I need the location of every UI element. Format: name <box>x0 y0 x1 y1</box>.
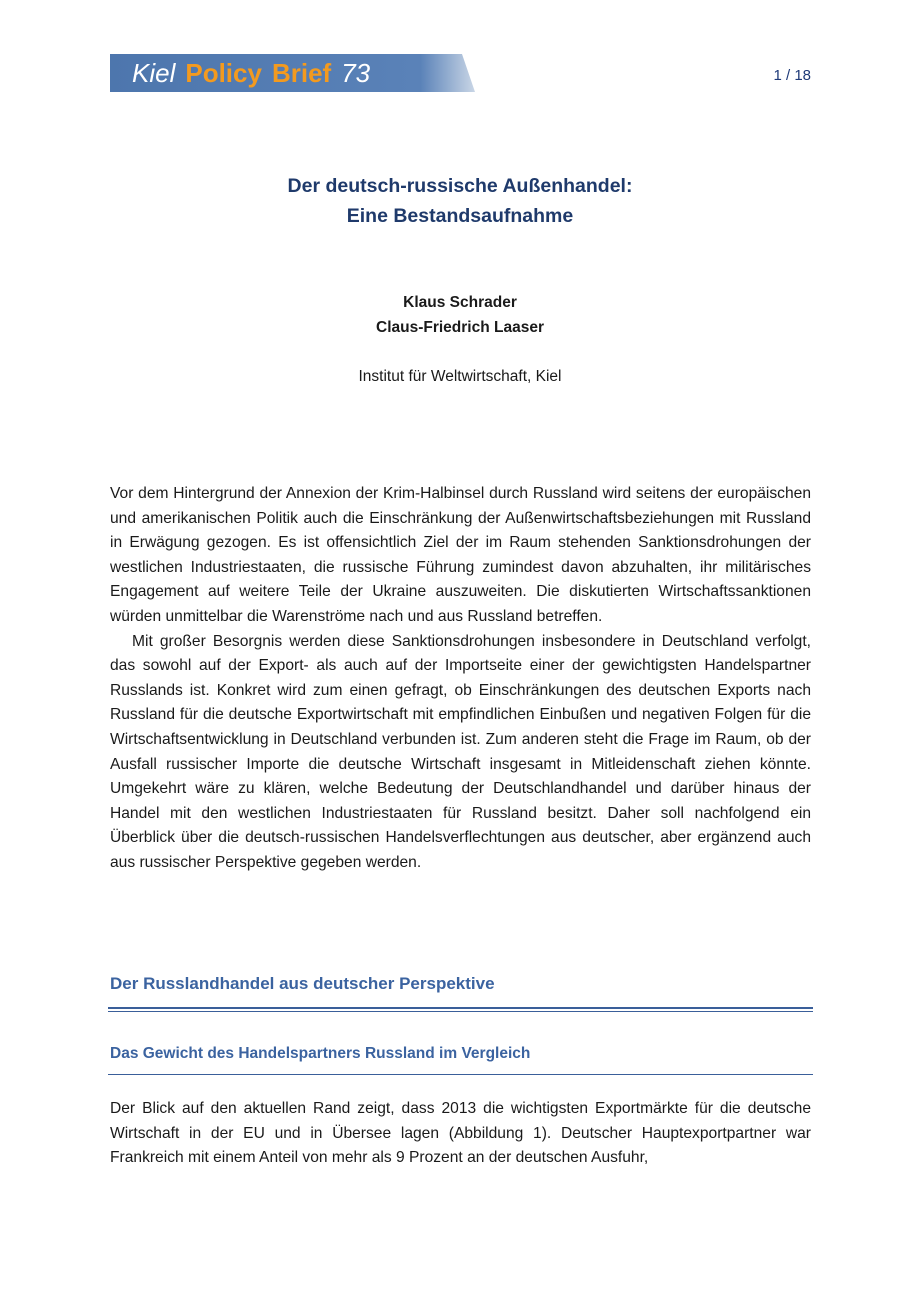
author-name: Klaus Schrader <box>403 294 517 311</box>
page-indicator: 1 / 18 <box>773 67 811 84</box>
paragraph: Der Blick auf den aktuellen Rand zeigt, dass 2013 die wichtigsten Exportmärkte für die deutsche Wirtschaft in der EU und in Übersee lagen (Abbildung 1). Deutscher Hauptexportpartner war Frankreich mit einem Anteil von mehr als 9 Prozent an der deutschen Ausfuhr, <box>110 1100 811 1167</box>
title-line-1: Der deutsch-russische Außenhandel: <box>287 175 633 197</box>
section-text <box>110 1097 811 1171</box>
affiliation: Institut für Weltwirtschaft, Kiel <box>358 368 562 385</box>
subsection-divider <box>108 1074 813 1075</box>
document-title <box>0 171 920 231</box>
intro-text <box>110 482 811 876</box>
series-name-kiel: Kiel <box>132 58 176 88</box>
section-divider <box>108 1007 813 1012</box>
section-heading: Der Russlandhandel aus deutscher Perspektive <box>110 974 495 993</box>
paragraph: Mit großer Besorgnis werden diese Sanktionsdrohungen insbesondere in Deutschland verfolgt, das sowohl auf der Export- als auch auf der Importseite einer der gewichtigsten Handelspartner Russlands ist. Konkret wird zum einen gefragt, ob Einschränkungen des deutschen Exports nach Russland für die deutsche Exportwirtschaft mit empfindlichen Einbußen und negativen Folgen für die Wirtschaftsentwicklung in Deutschland verbunden ist. Zum anderen steht die Frage im Raum, ob der Ausfall russischer Importe die deutsche Wirtschaft insgesamt in Mitleidenschaft ziehen könnte. Umgekehrt wäre zu klären, welche Bedeutung der Deutschlandhandel und darüber hinaus der Handel mit den westlichen Industriestaaten für Russland besitzt. Daher soll nachfolgend ein Überblick über die deutsch-russischen Handelsverflechtungen aus deutscher, aber ergänzend auch aus russischer Perspektive gegeben werden. <box>110 632 811 871</box>
subsection-heading: Das Gewicht des Handelspartners Russland im Vergleich <box>110 1045 531 1062</box>
series-banner <box>110 54 475 92</box>
paragraph: Vor dem Hintergrund der Annexion der Krim-Halbinsel durch Russland wird seitens der europäischen und amerikanischen Politik auch die Einschränkung der Außenwirtschaftsbeziehungen mit Russland in Erwägung gezogen. Es ist offensichtlich Ziel der im Raum stehenden Sanktionsdrohungen der westlichen Industriestaaten, die russische Führung zumindest davon abzuhalten, ihr militärisches Engagement auf weitere Teile der Ukraine auszuweiten. Die diskutierten Wirtschaftssanktionen würden unmittelbar die Warenströme nach und aus Russland betreffen. <box>110 485 811 625</box>
title-line-2: Eine Bestandsaufnahme <box>346 205 574 227</box>
series-name-policy: Policy <box>185 58 262 88</box>
series-number: 73 <box>341 58 371 88</box>
author-list <box>0 290 920 340</box>
series-name-brief: Brief <box>271 58 332 88</box>
author-name: Claus-Friedrich Laaser <box>376 319 544 336</box>
